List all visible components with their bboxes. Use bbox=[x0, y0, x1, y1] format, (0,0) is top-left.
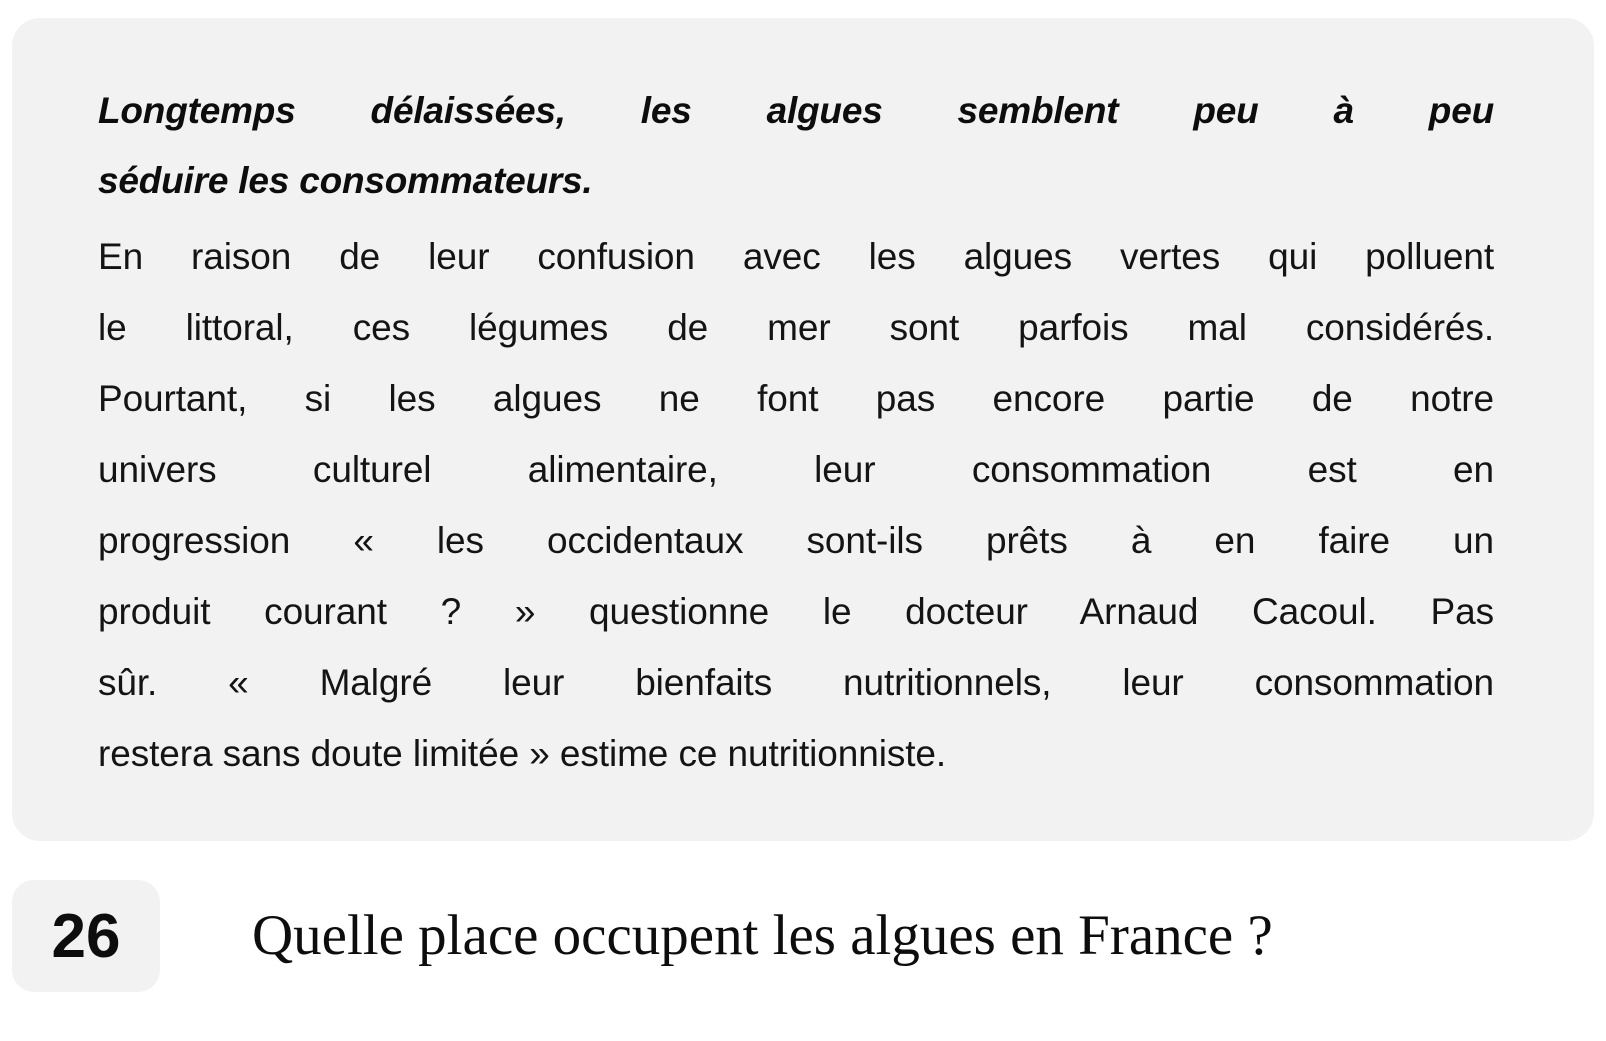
passage-lead-line: Longtemps délaissées, les algues semblent peu à peu bbox=[98, 90, 1494, 131]
passage-lead-line: séduire les consommateurs. bbox=[98, 160, 593, 202]
passage-lead-paragraph bbox=[98, 76, 1494, 217]
passage-body-line: En raison de leur confusion avec les algues vertes qui polluent bbox=[98, 235, 1494, 277]
passage-body-line: restera sans doute limitée » estime ce nutritionniste. bbox=[98, 732, 947, 774]
question-row bbox=[12, 880, 1594, 992]
passage-body-line: univers culturel alimentaire, leur consommation est en bbox=[98, 448, 1494, 490]
passage-body-line: sûr. « Malgré leur bienfaits nutritionnels, leur consommation bbox=[98, 661, 1494, 703]
question-text: Quelle place occupent les algues en France ? bbox=[252, 903, 1273, 967]
question-number-badge: 26 bbox=[12, 880, 160, 992]
passage-body-line: produit courant ? » questionne le docteur Arnaud Cacoul. Pas bbox=[98, 590, 1494, 632]
passage-body-line: progression « les occidentaux sont-ils prêts à en faire un bbox=[98, 519, 1494, 561]
passage-body-line: Pourtant, si les algues ne font pas encore partie de notre bbox=[98, 377, 1494, 419]
passage-body-line: le littoral, ces légumes de mer sont parfois mal considérés. bbox=[98, 306, 1494, 348]
passage-body-paragraph bbox=[98, 221, 1494, 789]
passage-card bbox=[12, 18, 1594, 841]
